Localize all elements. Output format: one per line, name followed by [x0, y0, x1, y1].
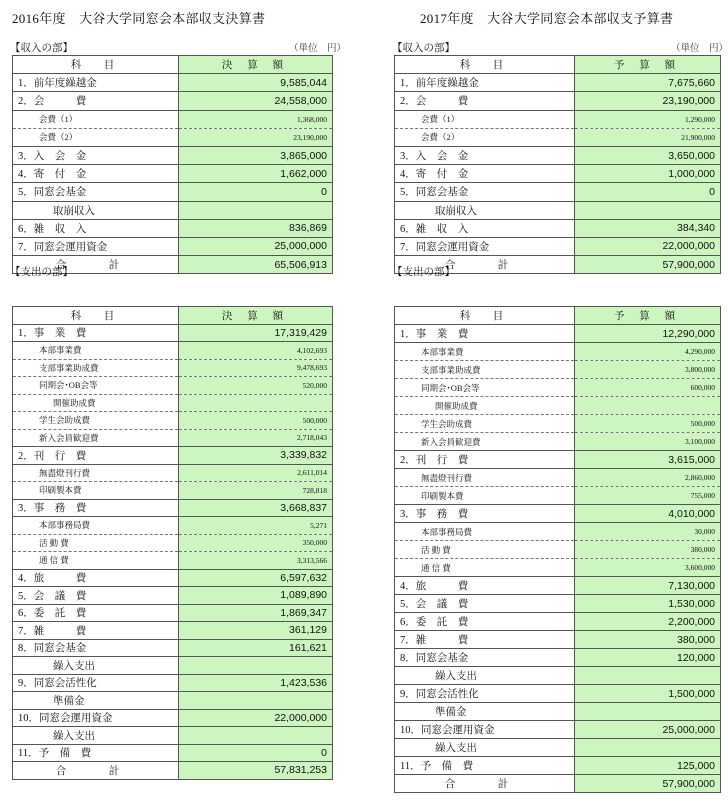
table-row	[13, 394, 333, 412]
row-label: 1．事 業 費	[13, 324, 179, 342]
row-amount: 836,869	[179, 219, 333, 237]
table-row	[395, 739, 721, 757]
column-header-item: 科 目	[13, 56, 179, 74]
table-row	[395, 559, 721, 577]
row-label: 4．寄 付 金	[395, 165, 575, 183]
table-row	[395, 343, 721, 361]
row-label: 7．雑 費	[395, 631, 575, 649]
table-row	[395, 74, 721, 92]
column-header-amount: 予 算 額	[575, 56, 721, 74]
row-amount: 1,530,000	[575, 595, 721, 613]
table-row	[13, 482, 333, 500]
row-label: 繰入支出	[13, 727, 179, 745]
row-amount: 2,718,043	[179, 429, 333, 447]
column-header-amount: 決 算 額	[179, 307, 333, 325]
row-amount: 3,339,832	[179, 447, 333, 465]
table-row	[395, 649, 721, 667]
row-label: 準備金	[395, 703, 575, 721]
table-row	[13, 709, 333, 727]
row-amount: 1,662,000	[179, 165, 333, 183]
row-label: 7．雑 費	[13, 622, 179, 640]
row-amount: 4,010,000	[575, 505, 721, 523]
row-label: 6．委 託 費	[395, 613, 575, 631]
table-row	[13, 128, 333, 146]
row-label: 開催助成費	[395, 397, 575, 415]
row-label: 開催助成費	[13, 394, 179, 412]
table-row	[13, 412, 333, 430]
table-row	[13, 183, 333, 201]
table-row	[13, 447, 333, 465]
row-label: 3．入 会 金	[13, 146, 179, 164]
table-row	[13, 146, 333, 164]
row-label: 9．同窓会活性化	[395, 685, 575, 703]
row-amount: 2,860,000	[575, 469, 721, 487]
row-amount: 0	[179, 744, 333, 762]
row-label: 2．刊 行 費	[395, 451, 575, 469]
row-amount: 5,271	[179, 517, 333, 535]
table-row	[395, 487, 721, 505]
table-row	[395, 128, 721, 146]
row-amount: 3,615,000	[575, 451, 721, 469]
table-row	[13, 692, 333, 710]
table-row	[395, 325, 721, 343]
row-amount: 25,000,000	[575, 721, 721, 739]
row-label: 5．会 議 費	[13, 587, 179, 605]
row-label: 同期会･OB会等	[395, 379, 575, 397]
row-label: 会費（1）	[13, 110, 179, 128]
row-amount: 600,000	[575, 379, 721, 397]
table-row	[13, 674, 333, 692]
row-label: 合 計	[395, 775, 575, 793]
row-amount	[179, 201, 333, 219]
table-row	[395, 433, 721, 451]
row-label: 通 信 費	[13, 552, 179, 570]
row-amount: 1,290,000	[575, 110, 721, 128]
row-amount: 361,129	[179, 622, 333, 640]
table-row	[395, 757, 721, 775]
expense-section-header: 【支出の部】	[392, 267, 455, 278]
table-row	[13, 110, 333, 128]
table-row	[13, 324, 333, 342]
row-label: 8．同窓会基金	[395, 649, 575, 667]
row-label: 無盡燈刊行費	[395, 469, 575, 487]
table-row	[13, 201, 333, 219]
row-amount: 24,558,000	[179, 92, 333, 110]
row-label: 6．雑 収 入	[395, 219, 575, 237]
row-label: 5．会 議 費	[395, 595, 575, 613]
table-row	[395, 613, 721, 631]
table-row	[13, 552, 333, 570]
table-row	[13, 639, 333, 657]
row-amount	[179, 394, 333, 412]
table-row	[395, 523, 721, 541]
row-label: 学生会助成費	[13, 412, 179, 430]
row-amount	[575, 201, 721, 219]
row-amount: 57,900,000	[575, 775, 721, 793]
row-label: 無盡燈刊行費	[13, 464, 179, 482]
row-amount: 57,831,253	[179, 762, 333, 780]
row-amount: 65,506,913	[179, 256, 333, 274]
row-label: 印刷製本費	[395, 487, 575, 505]
table-row	[395, 146, 721, 164]
expense-table	[12, 306, 333, 780]
row-label: 3．入 会 金	[395, 146, 575, 164]
row-label: 4．寄 付 金	[13, 165, 179, 183]
row-amount	[575, 667, 721, 685]
row-label: 7．同窓会運用資金	[395, 237, 575, 255]
row-amount: 161,621	[179, 639, 333, 657]
expense-table	[394, 306, 721, 793]
row-label: 11．予 備 費	[13, 744, 179, 762]
row-amount	[179, 727, 333, 745]
row-label: 5．同窓会基金	[395, 183, 575, 201]
row-amount: 1,089,890	[179, 587, 333, 605]
row-amount: 120,000	[575, 649, 721, 667]
row-label: 6．雑 収 入	[13, 219, 179, 237]
table-row	[395, 165, 721, 183]
row-amount: 1,869,347	[179, 604, 333, 622]
row-label: 1．前年度繰越金	[13, 74, 179, 92]
table-row	[395, 469, 721, 487]
row-amount: 9,478,693	[179, 359, 333, 377]
table-row	[395, 667, 721, 685]
table-row	[13, 727, 333, 745]
row-amount	[575, 739, 721, 757]
unit-label: （単位 円）	[670, 44, 728, 54]
row-amount: 0	[179, 183, 333, 201]
total-row	[395, 775, 721, 793]
table-row	[13, 429, 333, 447]
income-table	[394, 55, 721, 274]
table-row	[395, 201, 721, 219]
table-row	[395, 595, 721, 613]
income-table	[12, 55, 333, 274]
row-amount: 9,585,044	[179, 74, 333, 92]
row-amount	[179, 692, 333, 710]
row-amount: 17,319,429	[179, 324, 333, 342]
table-row	[395, 577, 721, 595]
row-label: 準備金	[13, 692, 179, 710]
row-label: 3．事 務 費	[395, 505, 575, 523]
row-amount: 2,200,000	[575, 613, 721, 631]
table-row	[13, 342, 333, 360]
row-label: 2．会 費	[13, 92, 179, 110]
table-row	[13, 377, 333, 395]
row-amount: 22,000,000	[575, 237, 721, 255]
table-row	[13, 534, 333, 552]
row-amount: 3,668,837	[179, 499, 333, 517]
row-label: 本部事業費	[13, 342, 179, 360]
row-label: 学生会助成費	[395, 415, 575, 433]
column-header-amount: 予 算 額	[575, 307, 721, 325]
table-row	[13, 587, 333, 605]
row-label: 1．前年度繰越金	[395, 74, 575, 92]
document-title: 2016年度 大谷大学同窓会本部収支決算書	[12, 11, 266, 26]
row-amount: 3,865,000	[179, 146, 333, 164]
row-amount: 1,000,000	[575, 165, 721, 183]
row-label: 繰入支出	[395, 739, 575, 757]
table-row	[13, 74, 333, 92]
table-row	[395, 703, 721, 721]
table-row	[395, 237, 721, 255]
row-label: 4．旅 費	[395, 577, 575, 595]
row-label: 通 信 費	[395, 559, 575, 577]
table-row	[13, 464, 333, 482]
row-amount: 3,800,000	[575, 361, 721, 379]
income-section-header: 【収入の部】	[392, 43, 455, 54]
row-amount: 23,190,000	[575, 92, 721, 110]
row-amount	[575, 397, 721, 415]
column-header-item: 科 目	[395, 56, 575, 74]
row-label: 7．同窓会運用資金	[13, 237, 179, 255]
row-label: 2．会 費	[395, 92, 575, 110]
column-header-item: 科 目	[13, 307, 179, 325]
expense-section-header: 【支出の部】	[10, 267, 73, 278]
unit-label: （単位 円）	[288, 44, 346, 54]
row-amount: 3,600,000	[575, 559, 721, 577]
row-label: 本部事業費	[395, 343, 575, 361]
row-amount: 21,900,000	[575, 128, 721, 146]
row-label: 10．同窓会運用資金	[13, 709, 179, 727]
row-label: 10．同窓会運用資金	[395, 721, 575, 739]
row-label: 4．旅 費	[13, 569, 179, 587]
table-row	[395, 451, 721, 469]
total-row	[13, 762, 333, 780]
table-row	[13, 499, 333, 517]
table-row	[395, 631, 721, 649]
row-amount: 500,000	[179, 412, 333, 430]
table-row	[395, 219, 721, 237]
row-amount: 500,000	[575, 415, 721, 433]
table-row	[13, 622, 333, 640]
table-row	[395, 685, 721, 703]
row-label: 活 動 費	[13, 534, 179, 552]
table-row	[13, 237, 333, 255]
row-label: 活 動 費	[395, 541, 575, 559]
row-label: 支部事業助成費	[13, 359, 179, 377]
row-amount: 7,130,000	[575, 577, 721, 595]
table-row	[395, 505, 721, 523]
row-label: 9．同窓会活性化	[13, 674, 179, 692]
row-amount: 12,290,000	[575, 325, 721, 343]
row-label: 3．事 務 費	[13, 499, 179, 517]
table-header-row	[13, 56, 333, 74]
table-row	[13, 604, 333, 622]
row-label: 印刷製本費	[13, 482, 179, 500]
table-row	[395, 92, 721, 110]
row-label: 6．委 託 費	[13, 604, 179, 622]
row-label: 1．事 業 費	[395, 325, 575, 343]
table-row	[395, 361, 721, 379]
row-amount: 30,000	[575, 523, 721, 541]
row-amount: 22,000,000	[179, 709, 333, 727]
row-amount: 6,597,632	[179, 569, 333, 587]
row-amount: 4,290,000	[575, 343, 721, 361]
row-amount: 350,000	[179, 534, 333, 552]
row-label: 合 計	[13, 762, 179, 780]
row-label: 2．刊 行 費	[13, 447, 179, 465]
row-amount: 1,368,000	[179, 110, 333, 128]
table-row	[13, 219, 333, 237]
table-row	[13, 569, 333, 587]
row-amount: 1,423,536	[179, 674, 333, 692]
row-label: 本部事務局費	[13, 517, 179, 535]
row-amount: 755,000	[575, 487, 721, 505]
table-row	[395, 379, 721, 397]
table-row	[13, 359, 333, 377]
row-amount: 0	[575, 183, 721, 201]
row-label: 支部事業助成費	[395, 361, 575, 379]
row-amount: 125,000	[575, 757, 721, 775]
row-label: 取崩収入	[13, 201, 179, 219]
table-row	[395, 721, 721, 739]
row-label: 11．予 備 費	[395, 757, 575, 775]
row-label: 新入会員歓迎費	[395, 433, 575, 451]
row-amount: 57,900,000	[575, 256, 721, 274]
row-amount	[575, 703, 721, 721]
row-label: 繰入支出	[13, 657, 179, 675]
row-label: 同期会･OB会等	[13, 377, 179, 395]
row-amount: 728,818	[179, 482, 333, 500]
row-amount: 25,000,000	[179, 237, 333, 255]
row-amount: 3,313,566	[179, 552, 333, 570]
table-row	[13, 165, 333, 183]
row-amount: 7,675,660	[575, 74, 721, 92]
table-row	[13, 657, 333, 675]
table-row	[395, 183, 721, 201]
row-amount: 380,000	[575, 541, 721, 559]
table-row	[13, 92, 333, 110]
column-header-amount: 決 算 額	[179, 56, 333, 74]
row-amount: 384,340	[575, 219, 721, 237]
row-label: 合 計	[395, 256, 575, 274]
row-amount	[179, 657, 333, 675]
table-header-row	[395, 56, 721, 74]
row-label: 取崩収入	[395, 201, 575, 219]
row-label: 合 計	[13, 256, 179, 274]
table-row	[13, 517, 333, 535]
table-row	[13, 744, 333, 762]
row-label: 会費（1）	[395, 110, 575, 128]
row-label: 本部事務局費	[395, 523, 575, 541]
row-label: 繰入支出	[395, 667, 575, 685]
row-label: 会費（2）	[395, 128, 575, 146]
row-amount: 520,000	[179, 377, 333, 395]
row-label: 新入会員歓迎費	[13, 429, 179, 447]
table-row	[395, 415, 721, 433]
row-amount: 23,190,000	[179, 128, 333, 146]
row-label: 5．同窓会基金	[13, 183, 179, 201]
row-amount: 1,500,000	[575, 685, 721, 703]
row-amount: 2,611,014	[179, 464, 333, 482]
row-amount: 4,102,693	[179, 342, 333, 360]
table-row	[395, 110, 721, 128]
row-amount: 3,100,000	[575, 433, 721, 451]
row-label: 会費（2）	[13, 128, 179, 146]
row-amount: 380,000	[575, 631, 721, 649]
document-title: 2017年度 大谷大学同窓会本部収支予算書	[420, 11, 674, 26]
income-section-header: 【収入の部】	[10, 43, 73, 54]
table-header-row	[395, 307, 721, 325]
row-label: 8．同窓会基金	[13, 639, 179, 657]
row-amount: 3,650,000	[575, 146, 721, 164]
table-row	[395, 397, 721, 415]
table-header-row	[13, 307, 333, 325]
column-header-item: 科 目	[395, 307, 575, 325]
table-row	[395, 541, 721, 559]
